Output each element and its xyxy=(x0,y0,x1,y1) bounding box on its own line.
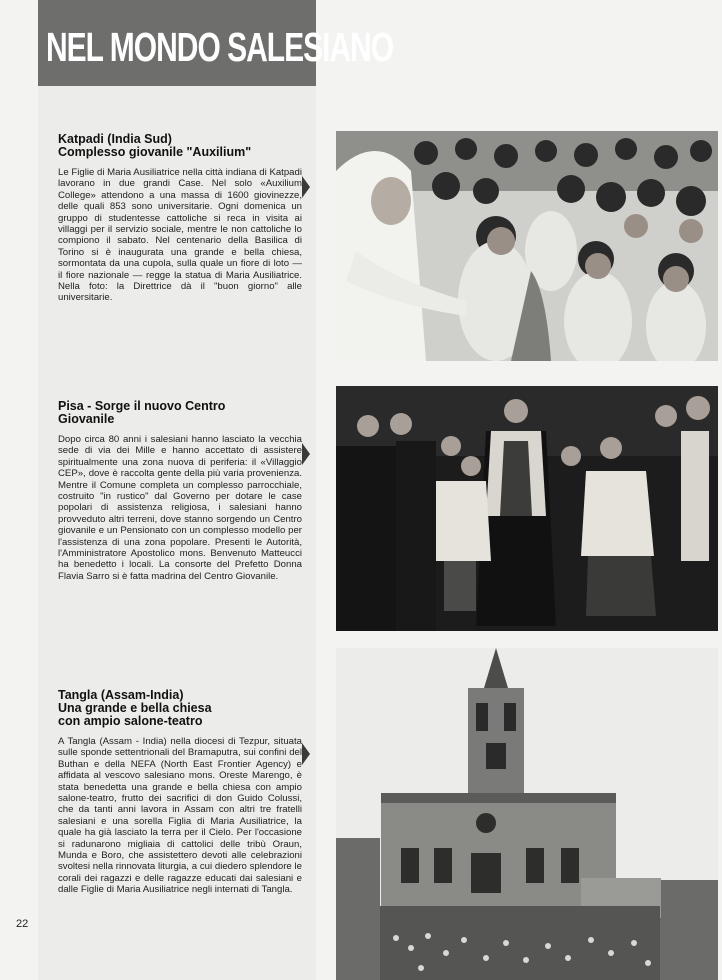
article-subtitle-line: Una grande e bella chiesa xyxy=(58,701,212,715)
article-title xyxy=(58,400,302,426)
photo-pisa-blessing xyxy=(336,386,718,631)
photo-tangla-church xyxy=(336,648,718,980)
article-title-line: Tangla (Assam-India) xyxy=(58,688,184,702)
article-title xyxy=(58,689,302,728)
article-katpadi xyxy=(58,133,302,304)
photo-katpadi-students xyxy=(336,131,718,361)
pointer-arrow-icon xyxy=(302,443,310,465)
article-subtitle-line: Giovanile xyxy=(58,412,115,426)
pointer-arrow-icon xyxy=(302,176,310,198)
article-title-line: Pisa - Sorge il nuovo Centro xyxy=(58,399,226,413)
article-title-line: Katpadi (India Sud) xyxy=(58,132,172,146)
article-body: A Tangla (Assam - India) nella diocesi di Tezpur, situata sulle sponde settentrionali del Bramaputra, sui confini del Buthan e della NEFA (North East Frontier Agency) e affidata al vescovo salesiano mons. Oreste Marengo, è stata benedetta una grande e bella chiesa con ampio salone-teatro, frutto dei sacrifici di don Guido Colussi, che da tanti anni lavora in Assam con altri tre fratelli salesiani e una sorella Figlia di Maria Ausiliatrice, la quale ha già lasciato la terra per il Cielo. Per l'occasione si radunarono migliaia di cattolici delle tribù Oraun, Munda e Boro, che assistettero devoti alle celebrazioni svoltesi nella rinnovata liturgia, a cui diedero splendore le corali dei ragazzi e delle ragazze educati dai salesiani e dalle Figlie di Maria Ausiliatrice negli internati di Tangla. xyxy=(58,736,302,896)
article-subtitle-line: Complesso giovanile "Auxilium" xyxy=(58,145,252,159)
article-pisa xyxy=(58,400,302,582)
article-subtitle-line: con ampio salone-teatro xyxy=(58,714,203,728)
article-tangla xyxy=(58,689,302,896)
page-number: 22 xyxy=(16,918,29,930)
article-body: Dopo circa 80 anni i salesiani hanno lasciato la vecchia sede di via dei Mille e hanno accettato di assistere spiritualmente una zona nuova di periferia: il «Villaggio CEP», dove è raccolta gente della più varia provenienza. Mentre il Comune completa un complesso parrocchiale, costruito "in rustico" dal Governo per dotare le case popolari di assistenza religiosa, i salesiani hanno provveduto altri terreni, dove stanno sorgendo un Centro giovanile e un Pensionato con un complesso modello per l'assistenza di una zona popolare. Presenti le Autorità, l'Amministratore Apostolico mons. Benvenuto Matteucci ha benedetto i locali. La consorte del Prefetto Donna Flavia Sarro si è fatta madrina del Centro Giovanile. xyxy=(58,434,302,582)
pointer-arrow-icon xyxy=(302,743,310,765)
article-title xyxy=(58,133,302,159)
article-body: Le Figlie di Maria Ausiliatrice nella città indiana di Katpadi lavorano in due grandi Case. Nel solo «Auxilium College» attendono a una massa di 1600 giovinezze, delle quali 853 sono universitarie. Ogni domenica un gruppo di studentesse cattoliche si reca in visita ai villaggi per il servizio sociale, mentre le non cattoliche lo compiono il sabato. Nel centenario della Basilica di Torino si è inaugurata una grande e bella chiesa, sormontata da una cupola, sulla quale un fiore di loto — il fiore nazionale — regge la statua di Maria Ausiliatrice. Nella foto: la Direttrice dà il "buon giorno" alle universitarie. xyxy=(58,167,302,304)
section-title: NEL MONDO SALESIANO xyxy=(46,26,394,71)
section-header xyxy=(38,0,394,86)
